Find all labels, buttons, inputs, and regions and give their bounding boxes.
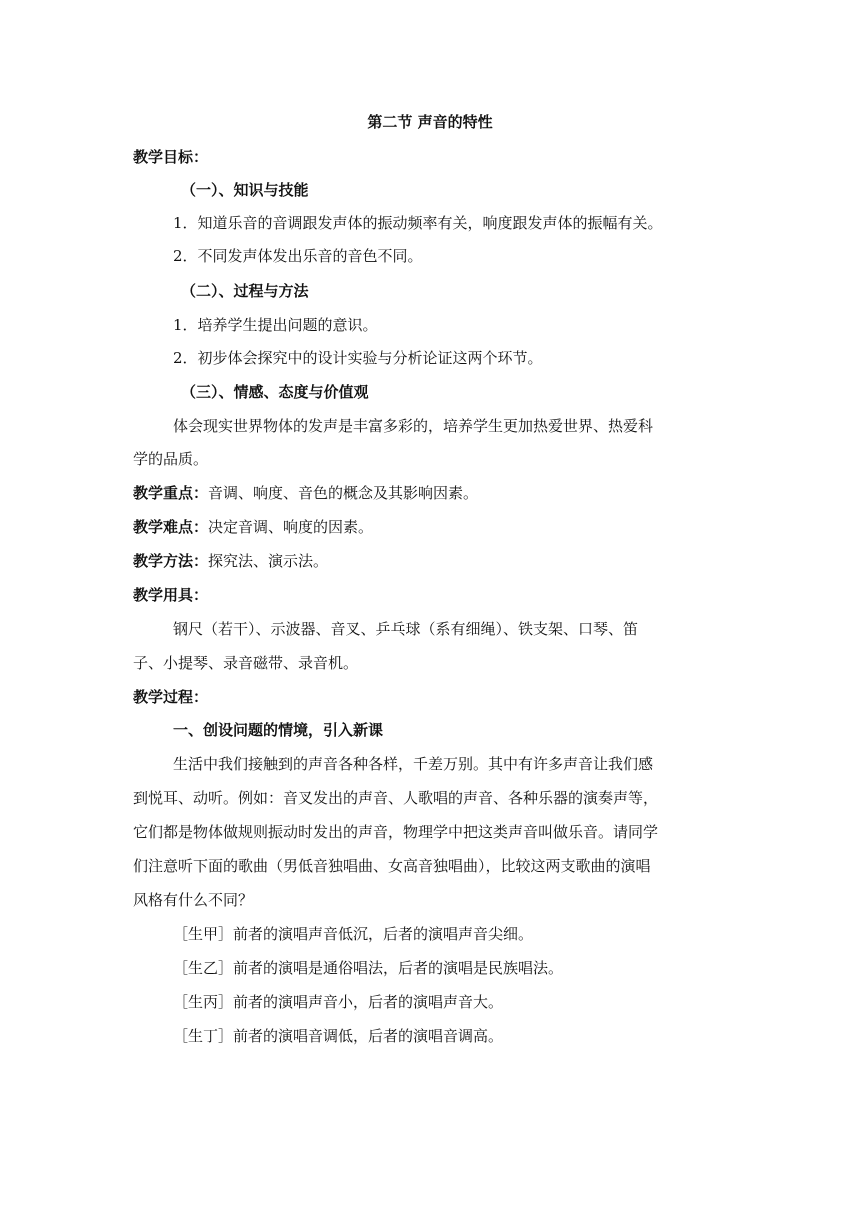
- section3-line-1: 体会现实世界物体的发声是丰富多彩的，培养学生更加热爱世界、热爱科: [173, 417, 654, 435]
- paragraph-line-3: 它们都是物体做规则振动时发出的声音，物理学中把这类声音叫做乐音。请同学: [133, 823, 659, 841]
- section2-heading: （二）、过程与方法: [181, 282, 309, 300]
- section3-heading: （三）、情感、态度与价值观: [181, 383, 369, 401]
- tools-heading: 教学用具：: [133, 586, 209, 604]
- difficulties-text: 决定音调、响度的因素。: [208, 518, 374, 536]
- difficulties: [133, 517, 733, 537]
- answer-4: ［生丁］前者的演唱音调低，后者的演唱音调高。: [173, 1027, 504, 1045]
- section2-item-1: 1．培养学生提出问题的意识。: [173, 316, 378, 334]
- methods: [133, 551, 733, 571]
- answer-1: ［生甲］前者的演唱声音低沉，后者的演唱声音尖细。: [173, 925, 534, 943]
- section2-item-2: 2．初步体会探究中的设计实验与分析论证这两个环节。: [173, 349, 543, 367]
- objectives-heading: 教学目标：: [133, 148, 209, 166]
- section3-line-2: 学的品质。: [133, 450, 209, 468]
- section1-item-2: 2．不同发声体发出乐音的音色不同。: [173, 247, 423, 265]
- key-points-label: 教学重点：: [133, 484, 209, 502]
- paragraph-line-1: 生活中我们接触到的声音各种各样，千差万别。其中有许多声音让我们感: [173, 755, 654, 773]
- key-points: [133, 483, 733, 503]
- paragraph-line-2: 到悦耳、动听。例如：音叉发出的声音、人歌唱的声音、各种乐器的演奏声等，: [133, 789, 659, 807]
- process-heading: 教学过程：: [133, 688, 209, 706]
- section1-heading: （一）、知识与技能: [181, 181, 309, 199]
- tools-line-1: 钢尺（若干）、示波器、音叉、乒乓球（系有细绳）、铁支架、口琴、笛: [173, 620, 639, 638]
- methods-text: 探究法、演示法。: [208, 552, 329, 570]
- answer-2: ［生乙］前者的演唱是通俗唱法，后者的演唱是民族唱法。: [173, 959, 564, 977]
- key-points-text: 音调、响度、音色的概念及其影响因素。: [208, 484, 479, 502]
- answer-3: ［生丙］前者的演唱声音小，后者的演唱声音大。: [173, 993, 504, 1011]
- section1-item-1: 1．知道乐音的音调跟发声体的振动频率有关，响度跟发声体的振幅有关。: [173, 214, 663, 232]
- page-title: 第二节 声音的特性: [367, 113, 493, 131]
- paragraph-line-4: 们注意听下面的歌曲（男低音独唱曲、女高音独唱曲），比较这两支歌曲的演唱: [133, 857, 651, 875]
- methods-label: 教学方法：: [133, 552, 209, 570]
- difficulties-label: 教学难点：: [133, 518, 209, 536]
- tools-line-2: 子、小提琴、录音磁带、录音机。: [133, 654, 359, 672]
- step1-heading: 一、创设问题的情境，引入新课: [173, 721, 384, 739]
- paragraph-line-5: 风格有什么不同？: [133, 891, 254, 909]
